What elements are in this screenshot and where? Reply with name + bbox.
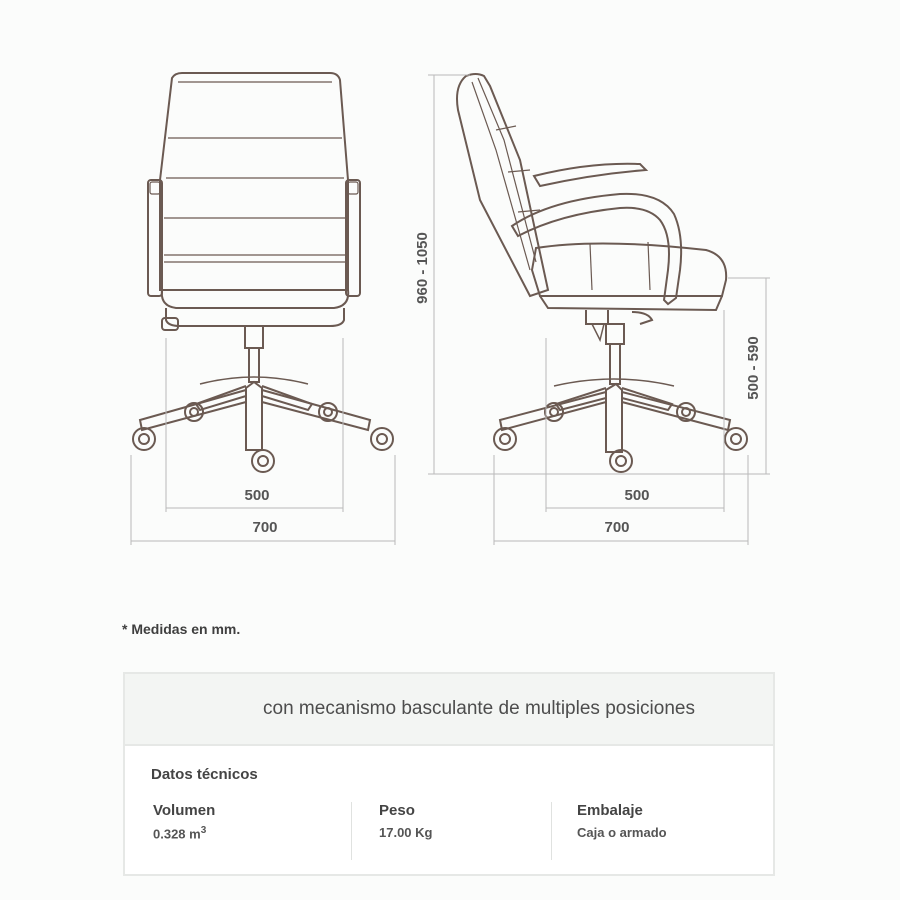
volume-label: Volumen — [153, 802, 216, 819]
spec-header: con mecanismo basculante de multiples posiciones — [125, 674, 773, 746]
side-inner-width-label: 500 — [624, 487, 650, 504]
spec-divider — [551, 802, 552, 860]
front-outer-width-label: 700 — [252, 519, 278, 536]
packing-label: Embalaje — [577, 802, 643, 819]
seat-height-label: 500 - 590 — [745, 336, 762, 400]
spec-title: Datos técnicos — [151, 766, 258, 783]
volume-number: 0.328 m — [153, 826, 201, 842]
volume-value — [153, 825, 215, 841]
measurement-note: * Medidas en mm. — [122, 621, 241, 637]
spec-divider — [351, 802, 352, 860]
weight-label: Peso — [379, 802, 415, 819]
spec-weight — [379, 802, 432, 860]
front-inner-width-label: 500 — [244, 487, 270, 504]
spec-panel — [123, 672, 775, 876]
dimension-labels — [244, 232, 762, 536]
side-outer-width-label: 700 — [604, 519, 630, 536]
chair-side-view — [457, 74, 747, 472]
spec-volume — [153, 802, 215, 860]
packing-value: Caja o armado — [577, 825, 667, 840]
total-height-label: 960 - 1050 — [414, 232, 431, 304]
spec-packing — [577, 802, 667, 860]
volume-exponent: 3 — [200, 825, 207, 836]
weight-value: 17.00 Kg — [379, 825, 433, 840]
chair-front-view — [133, 73, 393, 472]
